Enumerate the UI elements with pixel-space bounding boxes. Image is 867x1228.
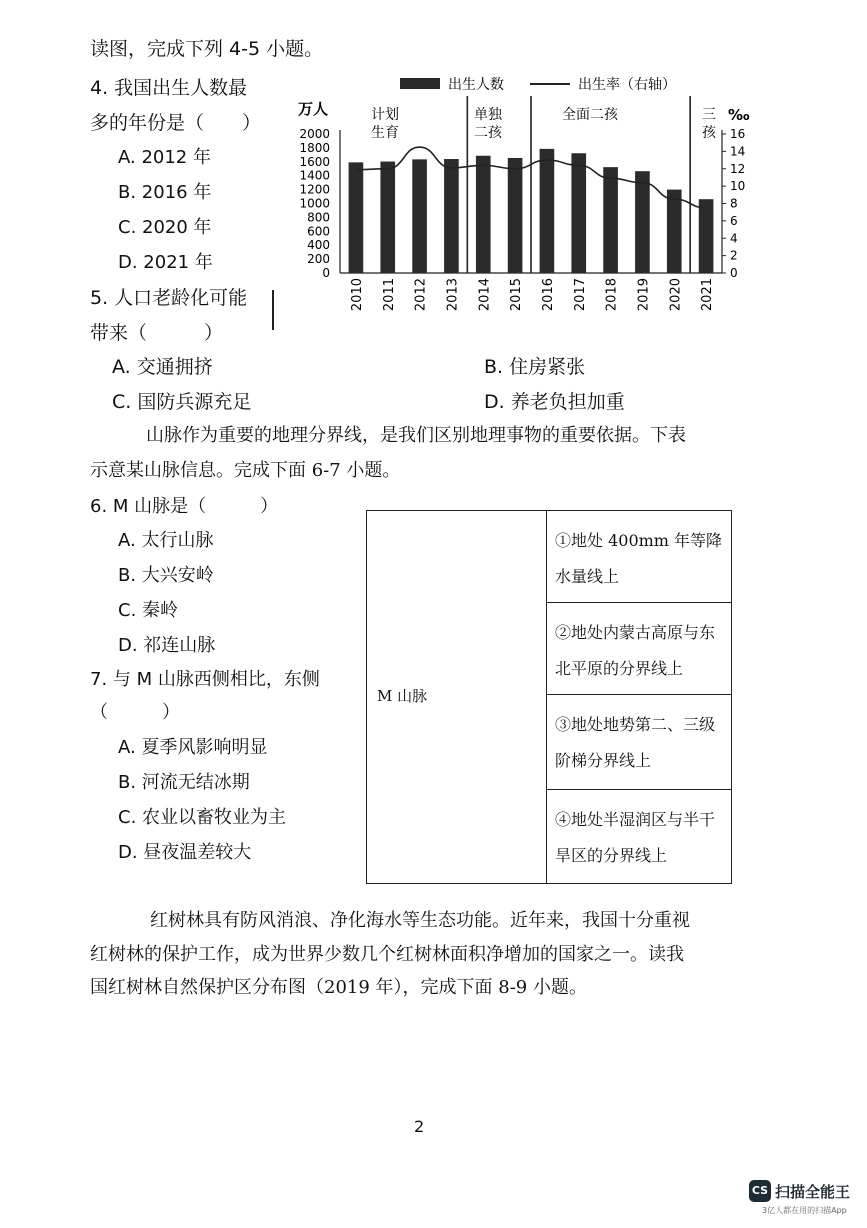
- y-axis-left-unit: 万人: [298, 100, 329, 118]
- table-row-3: ③地处地势第二、三级阶梯分界线上: [547, 695, 731, 790]
- policy-annotation-line2: 孩: [702, 125, 716, 141]
- q6-option-b: B. 大兴安岭: [118, 565, 214, 586]
- intro-text: 读图，完成下列 4-5 小题。: [90, 38, 324, 60]
- q5-stem-line1: 5. 人口老龄化可能: [90, 287, 248, 309]
- policy-annotation-line1: 单独: [474, 107, 502, 123]
- q6-stem: 6. M 山脉是（ ）: [90, 496, 279, 517]
- x-tick-label: 2011: [381, 278, 397, 312]
- passage3-line2: 红树林的保护工作，成为世界少数几个红树林面积净增加的国家之一。读我: [90, 944, 684, 965]
- q7-option-c: C. 农业以畜牧业为主: [118, 807, 287, 828]
- passage2-line1: 山脉作为重要的地理分界线，是我们区别地理事物的重要依据。下表: [146, 425, 686, 446]
- y-tick-left-label: 1000: [299, 196, 330, 211]
- x-tick-label: 2013: [445, 278, 461, 312]
- y-tick-left-label: 1400: [299, 168, 330, 183]
- q5-option-c: C. 国防兵源充足: [112, 391, 252, 413]
- y-tick-left-label: 0: [322, 266, 330, 280]
- q4-stem-line2: 多的年份是（ ）: [90, 112, 262, 134]
- q7-option-a: A. 夏季风影响明显: [118, 737, 268, 758]
- camscanner-logo-icon: CS: [749, 1180, 771, 1202]
- y-tick-left-label: 1200: [299, 182, 330, 197]
- q7-stem-line2: （ ）: [90, 702, 180, 723]
- q7-option-b: B. 河流无结冰期: [118, 772, 250, 793]
- y-tick-right-label: 16: [730, 127, 746, 141]
- bar-births: [635, 171, 650, 273]
- y-tick-left-label: 2000: [299, 127, 330, 141]
- x-tick-label: 2010: [349, 278, 365, 312]
- y-tick-left-label: 1600: [299, 154, 330, 169]
- y-axis-right-unit: ‰: [728, 106, 750, 124]
- legend-label-line: 出生率（右轴）: [578, 77, 676, 93]
- y-tick-right-label: 4: [730, 231, 738, 246]
- y-tick-right-label: 12: [730, 161, 746, 176]
- mountain-info-table: [366, 510, 732, 884]
- q7-stem-line1: 7. 与 M 山脉西侧相比，东侧: [90, 669, 320, 690]
- x-tick-label: 2015: [509, 278, 525, 312]
- passage3-line1: 红树林具有防风消浪、净化海水等生态功能。近年来，我国十分重视: [150, 910, 690, 931]
- x-tick-label: 2017: [572, 278, 588, 312]
- passage3-line3: 国红树林自然保护区分布图（2019 年），完成下面 8-9 小题。: [90, 977, 587, 998]
- bar-births: [412, 159, 427, 273]
- y-tick-right-label: 2: [730, 248, 738, 263]
- policy-annotation-line2: 生育: [371, 125, 399, 141]
- y-tick-right-label: 0: [730, 266, 738, 280]
- bar-births: [699, 199, 714, 273]
- passage2-line2: 示意某山脉信息。完成下面 6-7 小题。: [90, 460, 401, 481]
- table-row-1: ①地处 400mm 年等降水量线上: [547, 511, 731, 603]
- q6-option-c: C. 秦岭: [118, 600, 179, 621]
- table-row-4: ④地处半湿润区与半干旱区的分界线上: [555, 810, 716, 865]
- table-row-2: ②地处内蒙古高原与东北平原的分界线上: [547, 603, 731, 695]
- y-tick-left-label: 1800: [299, 140, 330, 155]
- y-tick-left-label: 800: [307, 210, 330, 225]
- y-tick-right-label: 6: [730, 213, 738, 228]
- q5-option-d: D. 养老负担加重: [484, 391, 625, 413]
- x-tick-label: 2020: [668, 278, 684, 312]
- bar-births: [571, 153, 586, 273]
- q4-option-a: A. 2012 年: [118, 147, 211, 168]
- q7-option-d: D. 昼夜温差较大: [118, 842, 252, 863]
- legend-swatch-bar: [400, 78, 440, 89]
- x-tick-label: 2014: [477, 278, 493, 312]
- x-tick-label: 2018: [604, 278, 620, 312]
- x-tick-label: 2016: [540, 278, 556, 312]
- legend-label-bar: 出生人数: [448, 77, 504, 93]
- x-tick-label: 2019: [636, 278, 652, 312]
- page-number: 2: [414, 1117, 425, 1136]
- q4-option-b: B. 2016 年: [118, 182, 212, 203]
- x-tick-label: 2012: [413, 278, 429, 312]
- bar-births: [444, 159, 459, 273]
- q4-stem-line1: 4. 我国出生人数最: [90, 77, 248, 99]
- bar-births: [508, 158, 523, 273]
- bar-births: [667, 190, 682, 273]
- q5-stem-line2: 带来（ ）: [90, 322, 224, 344]
- y-tick-right-label: 10: [730, 179, 746, 194]
- bar-births: [349, 162, 364, 273]
- policy-annotation-line1: 三: [702, 107, 716, 123]
- policy-annotation-line1: 计划: [371, 107, 399, 123]
- y-tick-left-label: 400: [307, 238, 330, 253]
- bar-births: [476, 156, 491, 273]
- q5-option-b: B. 住房紧张: [484, 356, 586, 378]
- q4-option-c: C. 2020 年: [118, 217, 212, 238]
- table-left-column: [367, 511, 547, 883]
- footer-brand: 扫描全能王: [775, 1183, 851, 1201]
- y-tick-left-label: 600: [307, 224, 330, 239]
- y-tick-left-label: 200: [307, 252, 330, 267]
- q6-option-a: A. 太行山脉: [118, 530, 214, 551]
- policy-annotation-line2: 二孩: [474, 125, 502, 141]
- pen-mark: [272, 290, 274, 330]
- policy-annotation-line1: 全面二孩: [562, 107, 618, 123]
- table-left-label: M 山脉: [377, 687, 428, 705]
- bar-births: [603, 167, 618, 273]
- footer-tagline: 3亿人都在用的扫描App: [762, 1206, 847, 1215]
- bar-births: [540, 149, 555, 273]
- q4-option-d: D. 2021 年: [118, 252, 213, 273]
- x-tick-label: 2021: [700, 278, 716, 312]
- y-tick-right-label: 14: [730, 144, 746, 159]
- q5-option-a: A. 交通拥挤: [112, 356, 213, 378]
- y-tick-right-label: 8: [730, 196, 738, 211]
- bar-births: [380, 162, 395, 273]
- birth-chart: [290, 72, 760, 327]
- q6-option-d: D. 祁连山脉: [118, 635, 216, 656]
